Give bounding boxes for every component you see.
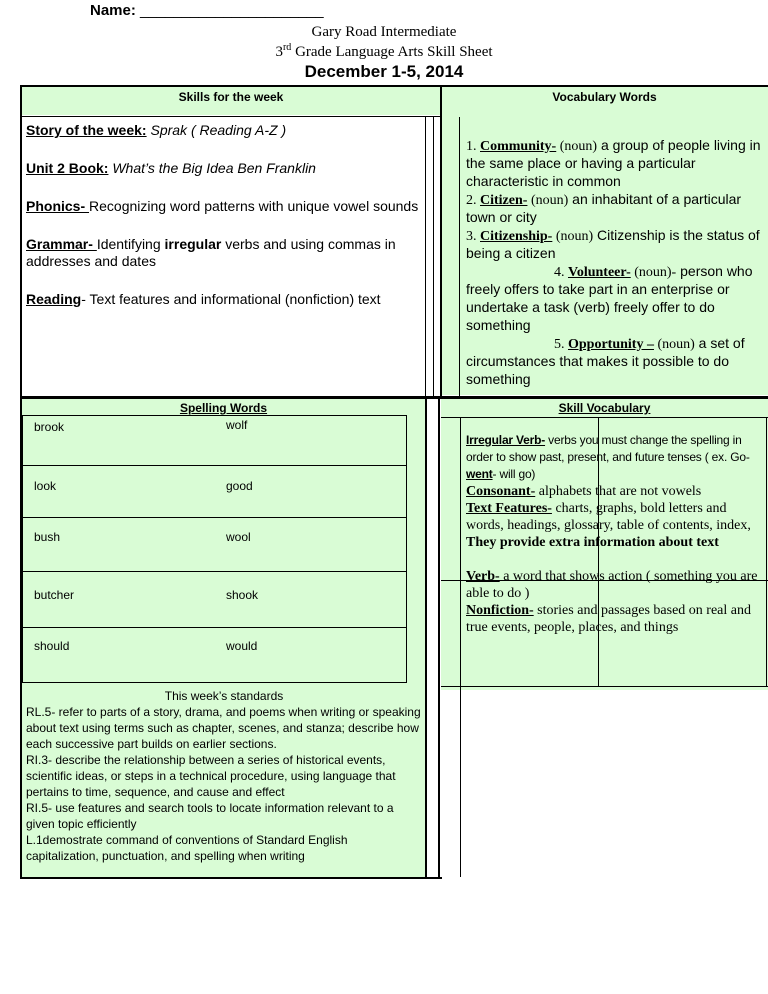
skillvocab-heading: Skill Vocabulary <box>558 401 651 415</box>
skillvocab-list <box>466 432 764 636</box>
grade-rest: Grade Language Arts Skill Sheet <box>291 44 493 60</box>
phonics-value: Recognizing word patterns with unique vowel sounds <box>89 198 419 214</box>
spelling-word: bush <box>34 530 61 544</box>
grade-title <box>0 42 768 61</box>
vocab-word: Volunteer- <box>568 265 631 280</box>
skills-list <box>26 122 422 308</box>
spelling-word: should <box>34 639 70 653</box>
story-label: Story of the week: <box>26 122 147 138</box>
grammar-label: Grammar- <box>26 236 97 252</box>
story-of-week <box>26 122 422 139</box>
unit-label: Unit 2 Book: <box>26 160 109 176</box>
grammar <box>26 236 422 270</box>
name-label: Name: <box>90 2 136 19</box>
spelling-word: would <box>226 639 258 653</box>
vocab-item-opportunity: 5. Opportunity – (noun) a set of circumstances that makes it possible to do something <box>466 335 745 387</box>
phonics <box>26 198 422 215</box>
consonant: Consonant- alphabets that are not vowels <box>466 484 702 499</box>
grade-num: 3 <box>275 44 283 60</box>
grammar-bold: irregular <box>164 236 222 252</box>
reading <box>26 291 422 308</box>
standards-heading: This week’s standards <box>164 689 284 703</box>
school-name: Gary Road Intermediate <box>311 24 457 40</box>
reading-label: Reading <box>26 291 82 307</box>
vocab-item-citizenship: 3. Citizenship- (noun) Citizenship is the status of being a citizen <box>466 227 760 261</box>
verb: Verb- a word that shows action ( something you are able to do ) <box>466 569 758 601</box>
grammar-pre: Identifying <box>96 236 165 252</box>
skills-heading: Skills for the week <box>178 90 284 104</box>
unit-book <box>26 160 422 177</box>
story-value: Sprak ( Reading A-Z ) <box>150 122 287 138</box>
vocab-item-community: 1. Community- (noun) a group of people living in the same place or having a particular characteristic in common <box>466 137 761 189</box>
phonics-label: Phonics- <box>26 198 90 214</box>
vocab-word: Citizen- <box>480 193 528 208</box>
spelling-word: look <box>34 479 57 493</box>
irregular-verb: Irregular Verb- verbs you must change the spelling in order to show past, present, and future tenses ( ex. Go-went- will go) <box>466 433 750 481</box>
standards <box>26 688 422 864</box>
vocab-word: Citizenship- <box>480 229 553 244</box>
spelling-heading: Spelling Words <box>179 401 268 415</box>
standard-item: L.1demostrate command of conventions of Standard English capitalization, punctuation, and spelling when writing <box>26 833 348 863</box>
reading-value: - Text features and informational (nonfiction) text <box>81 291 381 307</box>
vocab-item-citizen: 2. Citizen- (noun) an inhabitant of a particular town or city <box>466 191 742 225</box>
nonfiction: Nonfiction- stories and passages based on real and true events, people, places, and things <box>466 603 751 635</box>
name-blank: ______________________ <box>140 2 324 19</box>
vocab-word: Community- <box>480 139 557 154</box>
text-features: Text Features- charts, graphs, bold letters and words, headings, glossary, table of contents, index, They provide extra information about text <box>466 501 751 550</box>
vocab-word: Opportunity – <box>568 337 654 352</box>
vocab-heading: Vocabulary Words <box>552 90 657 104</box>
standard-item: RI.3- describe the relationship between a series of historical events, scientific ideas, or steps in a technical procedure, using language that pertains to time, sequence, and cause and effect <box>26 753 396 799</box>
spelling-word: shook <box>226 588 259 602</box>
vocab-item-volunteer: 4. Volunteer- (noun)- person who freely offers to take part in an enterprise or undertake a task (verb) freely offer to do something <box>466 263 753 333</box>
grammar-post: verbs and using commas in addresses and dates <box>26 236 396 269</box>
week-date: December 1-5, 2014 <box>304 62 464 81</box>
spelling-word: brook <box>34 420 65 434</box>
spelling-word: butcher <box>34 588 75 602</box>
spelling-word: wolf <box>226 418 248 432</box>
standard-item: RI.5- use features and search tools to locate information relevant to a given topic efficiently <box>26 801 394 831</box>
spelling-word: wool <box>226 530 251 544</box>
grade-sup: rd <box>282 42 292 53</box>
name-line <box>90 2 324 19</box>
vocab-list <box>466 137 762 389</box>
unit-value: What’s the Big Idea Ben Franklin <box>112 160 316 176</box>
standard-item: RL.5- refer to parts of a story, drama, and poems when writing or speaking about text using terms such as chapter, scenes, and stanza; describe how each successive part builds on earlier sections. <box>26 705 421 751</box>
spelling-word: good <box>226 479 253 493</box>
